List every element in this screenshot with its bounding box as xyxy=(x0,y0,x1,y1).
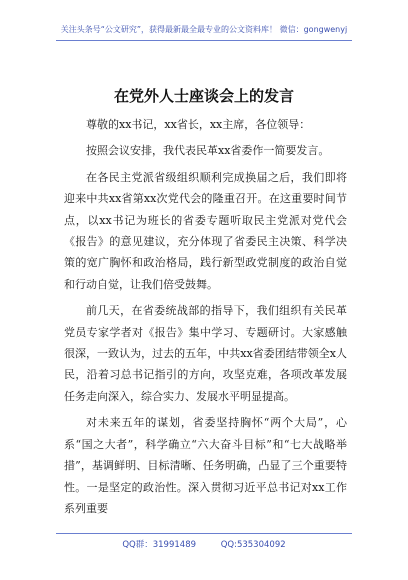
body-paragraph: 按照会议安排，我代表民革xx省委作一简要发言。 xyxy=(86,144,330,158)
header-divider xyxy=(56,40,352,41)
document-title: 在党外人士座谈会上的发言 xyxy=(113,87,294,105)
footer-divider xyxy=(56,533,352,534)
footer-contact xyxy=(0,538,408,550)
header-promo-note: 关注头条号“公文研究”，获得最新最全最专业的公文资料库！ 微信：gongwenyj xyxy=(60,25,348,34)
document-body xyxy=(64,114,347,519)
body-paragraph: 对未来五年的谋划，省委坚持胸怀“两个大局”，心系“国之大者”，科学确立“六大奋斗目标”和“七大战略举措”，基调鲜明、目标清晰、任务明确，凸显了三个重要特性。一是坚定的政治性。深入贯彻习近平总书记对xx工作系列重要 xyxy=(64,416,347,515)
footer-qq: QQ:535304092 xyxy=(220,540,286,550)
body-paragraph: 在各民主党派省级组织顺利完成换届之后，我们即将迎来中共xx省第xx次党代会的隆重召开。在这重要时间节点，以xx书记为班长的省委专题听取民主党派对党代会《报告》的意见建议，充分体现了省委民主决策、科学决策的宽广胸怀和政治格局，践行新型政党制度的政治自觉和行动自觉，让我们倍受鼓舞。 xyxy=(64,170,347,291)
footer-qq-group: QQ群：31991489 xyxy=(122,540,197,550)
salutation-paragraph: 尊敬的xx书记，xx省长，xx主席，各位领导： xyxy=(86,118,311,131)
body-paragraph: 前几天，在省委统战部的指导下，我们组织有关民革党员专家学者对《报告》集中学习、专题研讨。大家感触很深，一致认为，过去的五年，中共xx省委团结带领全x人民，沿着习总书记指引的方向，攻坚克难，各项改革发展任务走向深入，综合实力、发展水平明显提高。 xyxy=(64,304,347,403)
